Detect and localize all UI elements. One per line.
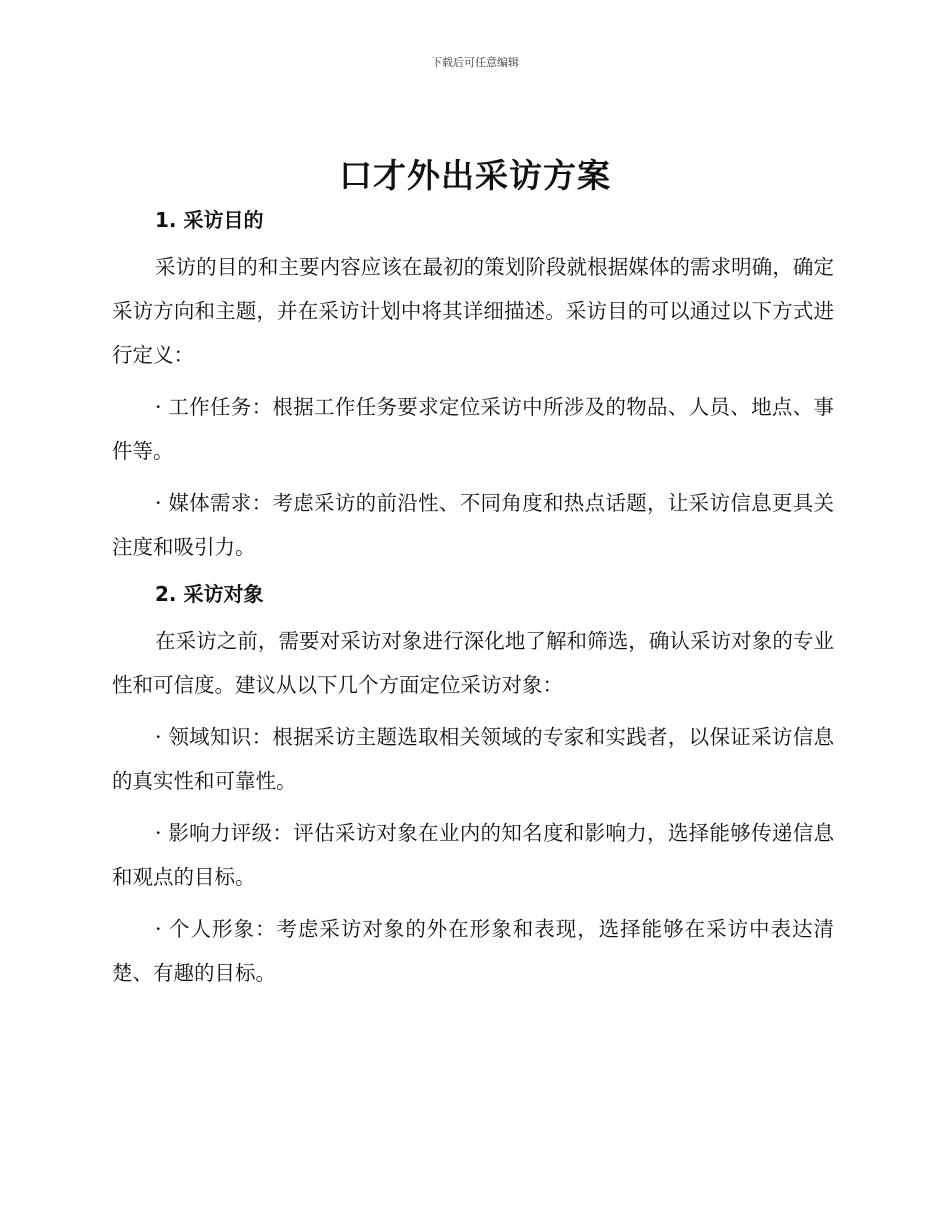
- section-heading-interviewee: 2. 采访对象: [155, 582, 264, 606]
- document-body: [112, 203, 834, 995]
- bullet-media-needs: · 媒体需求：考虑采访的前沿性、不同角度和热点话题，让采访信息更具关注度和吸引力。: [112, 491, 834, 559]
- header-note: 下载后可任意编辑: [431, 56, 519, 69]
- document-title: 口才外出采访方案: [339, 156, 611, 195]
- paragraph-purpose-intro: 采访的目的和主要内容应该在最初的策划阶段就根据媒体的需求明确，确定采访方向和主题，并在采访计划中将其详细描述。采访目的可以通过以下方式进行定义：: [112, 255, 834, 367]
- bullet-work-task: · 工作任务：根据工作任务要求定位采访中所涉及的物品、人员、地点、事件等。: [112, 395, 834, 463]
- paragraph-interviewee-intro: 在采访之前，需要对采访对象进行深化地了解和筛选，确认采访对象的专业性和可信度。建议从以下几个方面定位采访对象：: [112, 629, 834, 697]
- bullet-domain-knowledge: · 领域知识：根据采访主题选取相关领域的专家和实践者，以保证采访信息的真实性和可靠性。: [112, 725, 834, 793]
- section-heading-purpose: 1. 采访目的: [155, 208, 264, 232]
- bullet-influence-rating: · 影响力评级：评估采访对象在业内的知名度和影响力，选择能够传递信息和观点的目标。: [112, 821, 834, 889]
- bullet-personal-image: · 个人形象：考虑采访对象的外在形象和表现，选择能够在采访中表达清楚、有趣的目标。: [112, 917, 834, 985]
